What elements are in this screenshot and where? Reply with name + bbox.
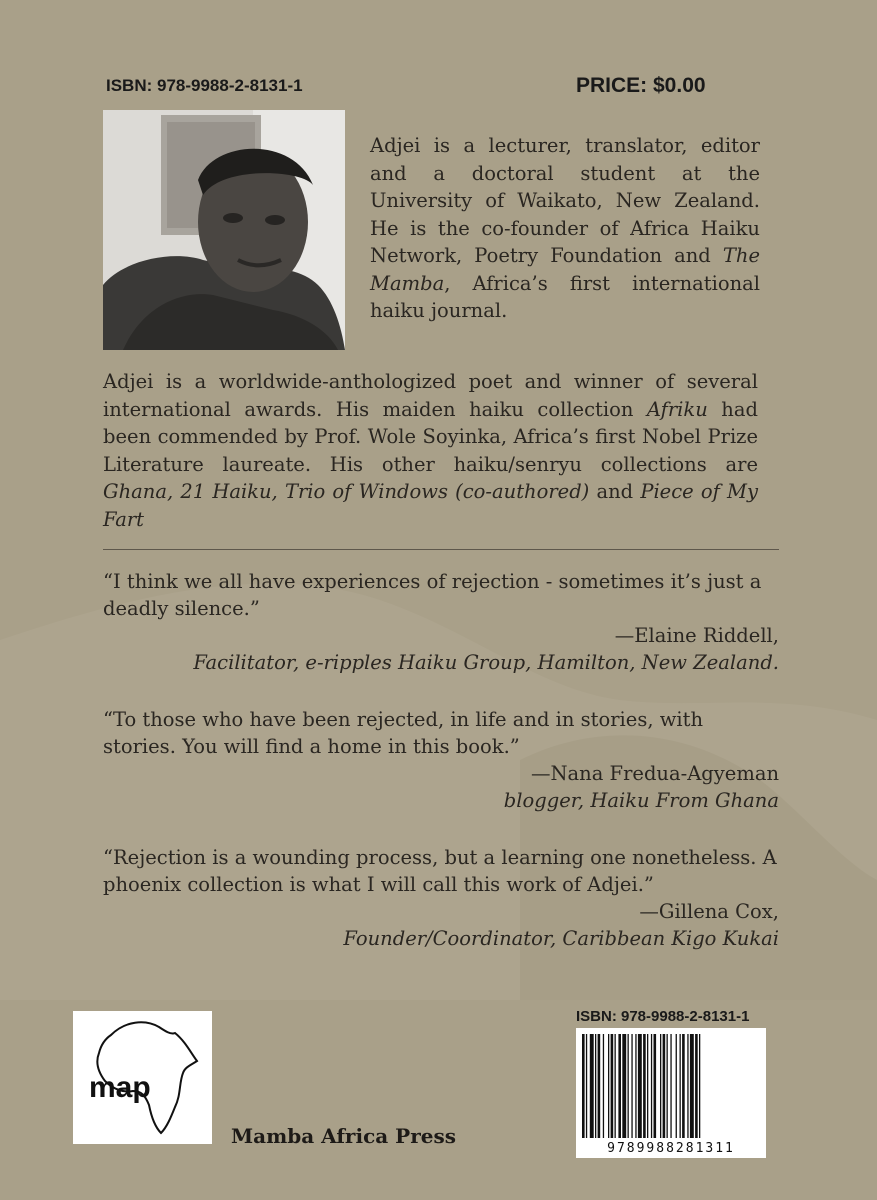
journal-title: The Mamba — [370, 244, 760, 295]
bio-paragraph-2 — [103, 368, 758, 533]
isbn-top: ISBN: 978-9988-2-8131-1 — [106, 76, 303, 95]
barcode-bar — [608, 1034, 609, 1138]
barcode-bar — [660, 1034, 661, 1138]
barcode-bar — [680, 1034, 681, 1138]
barcode-bar — [690, 1034, 694, 1138]
quote-1 — [103, 568, 779, 676]
bio-paragraph-1 — [370, 132, 760, 325]
barcode-bar — [667, 1034, 668, 1138]
barcode-bar — [670, 1034, 671, 1138]
barcode-bar — [586, 1034, 587, 1138]
barcode-bar — [590, 1034, 594, 1138]
barcode-bar — [699, 1034, 700, 1138]
publisher-logo — [73, 1011, 212, 1144]
barcode — [576, 1028, 766, 1158]
logo-text: map — [89, 1071, 151, 1104]
book-title: Afriku — [646, 397, 708, 421]
barcode-bar — [635, 1034, 636, 1138]
quote-text: “Rejection is a wounding process, but a learning one nonetheless. A phoenix collection is what I will call this work of Adjei.” — [103, 846, 777, 896]
barcode-bar — [598, 1034, 601, 1138]
bio-text: Adjei is a lecturer, translator, editor and a doctoral student at the University of Waikato, New Zealand. He is the co-founder of Africa Haiku Network, Poetry Foundation and — [370, 134, 760, 267]
barcode-bar — [618, 1034, 621, 1138]
barcode-bar — [663, 1034, 666, 1138]
barcode-bar — [682, 1034, 685, 1138]
barcode-bar — [631, 1034, 632, 1138]
barcode-bar — [643, 1034, 646, 1138]
barcode-bar — [654, 1034, 657, 1138]
quote-author: —Nana Fredua-Agyeman — [530, 762, 779, 785]
barcode-bar — [647, 1034, 648, 1138]
quote-role: Founder/Coordinator, Caribbean Kigo Kukai — [343, 927, 779, 950]
barcode-bar — [622, 1034, 626, 1138]
bio-text-and: and — [589, 480, 641, 503]
quote-role: blogger, Haiku From Ghana — [503, 789, 779, 812]
barcode-bar — [603, 1034, 604, 1138]
author-photo — [103, 110, 345, 350]
publisher-name: Mamba Africa Press — [231, 1124, 456, 1148]
bio-text: Adjei is a worldwide-anthologized poet and winner of several international awards. His maiden haiku collection — [103, 370, 758, 421]
barcode-number: 9789988281311 — [607, 1141, 735, 1156]
africa-map-icon — [73, 1011, 212, 1144]
barcode-bar — [611, 1034, 614, 1138]
quote-2 — [103, 706, 779, 814]
barcode-bar — [582, 1034, 585, 1138]
bio-text-mid: had been commended by Prof. Wole Soyinka, Africa’s first Nobel Prize Literature laureate. His other haiku/senryu collections are — [103, 397, 758, 476]
bio-text-end: , Africa’s first international haiku journal. — [370, 271, 760, 322]
barcode-bar — [651, 1034, 652, 1138]
book-title-last: Piece of My Fart — [103, 480, 758, 531]
quote-3 — [103, 844, 779, 952]
barcode-bar — [687, 1034, 688, 1138]
quote-author: —Elaine Riddell, — [614, 624, 779, 647]
isbn-bottom: ISBN: 978-9988-2-8131-1 — [576, 1008, 750, 1025]
barcode-bar — [638, 1034, 642, 1138]
barcode-bar — [676, 1034, 677, 1138]
barcode-bar — [595, 1034, 596, 1138]
barcode-bar — [615, 1034, 616, 1138]
quote-text: “To those who have been rejected, in life and in stories, with stories. You will find a home in this book.” — [103, 708, 704, 758]
barcode-bar — [628, 1034, 629, 1138]
quote-role: Facilitator, e-ripples Haiku Group, Hamilton, New Zealand. — [193, 651, 779, 674]
divider — [103, 549, 779, 550]
barcode-bar — [695, 1034, 698, 1138]
quote-author: —Gillena Cox, — [639, 900, 779, 923]
book-titles: Ghana, 21 Haiku, Trio of Windows (co-authored) — [103, 480, 590, 503]
price: PRICE: $0.00 — [576, 74, 706, 97]
quote-text: “I think we all have experiences of rejection - sometimes it’s just a deadly silence.” — [103, 570, 762, 620]
